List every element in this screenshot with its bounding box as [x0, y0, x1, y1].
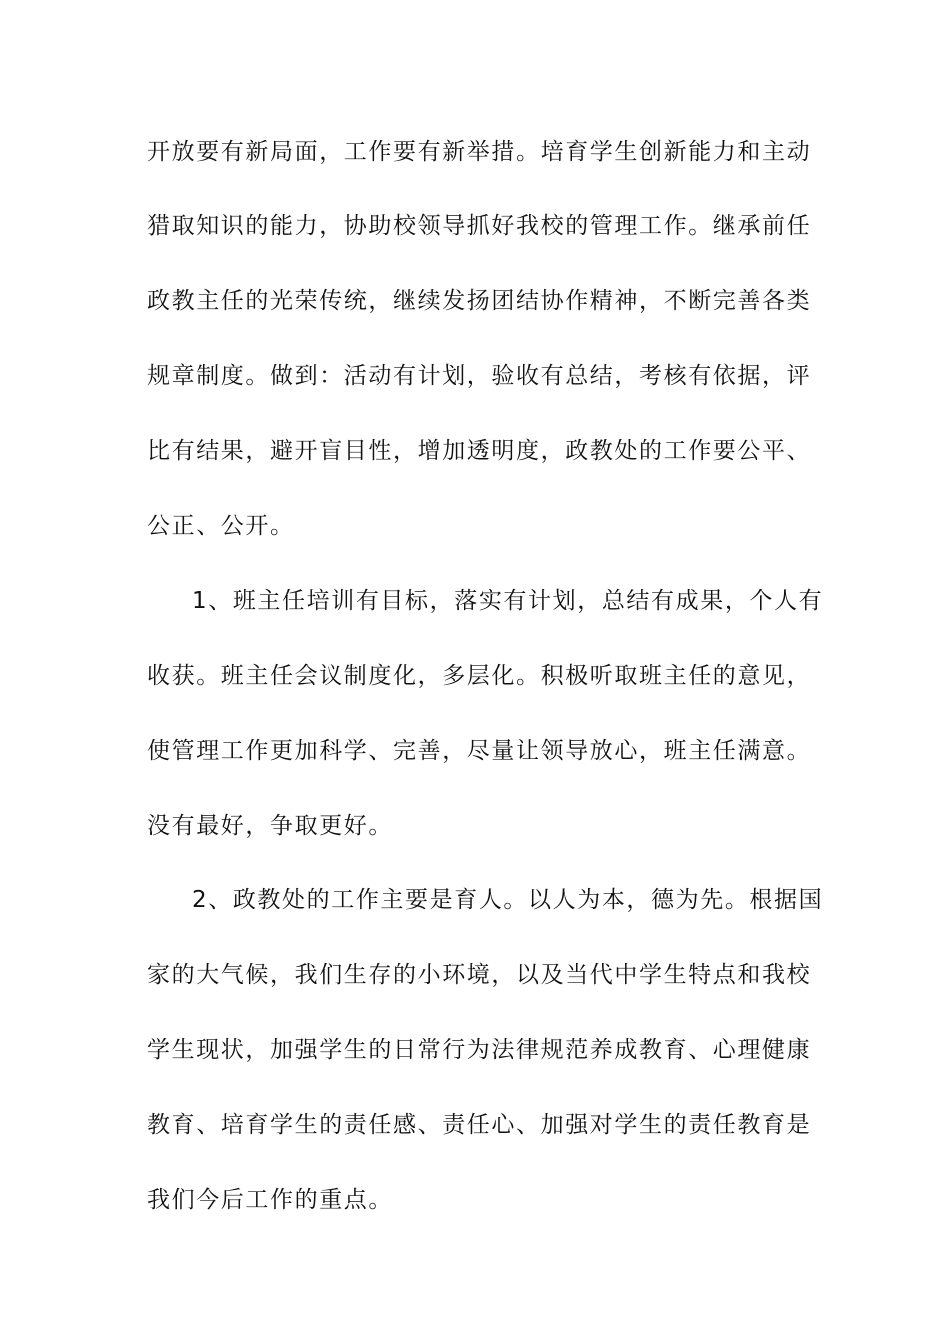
text-line: 猎取知识的能力，协助校领导抓好我校的管理工作。继承前任	[147, 213, 812, 239]
text-line: 我们今后工作的重点。	[147, 1187, 393, 1213]
text-line: 收获。班主任会议制度化，多层化。积极听取班主任的意见，	[147, 663, 812, 689]
text-line: 2、政教处的工作主要是育人。以人为本，德为先。根据国	[192, 887, 824, 913]
text-line: 家的大气候，我们生存的小环境，以及当代中学生特点和我校	[147, 962, 812, 988]
text-line: 政教主任的光荣传统，继续发扬团结协作精神，不断完善各类	[147, 288, 812, 314]
text-line: 学生现状，加强学生的日常行为法律规范养成教育、心理健康	[147, 1037, 812, 1063]
text-line: 开放要有新局面，工作要有新举措。培育学生创新能力和主动	[147, 139, 812, 165]
text-line: 没有最好，争取更好。	[147, 813, 393, 839]
text-line: 比有结果，避开盲目性，增加透明度，政教处的工作要公平、	[147, 438, 812, 464]
text-line: 规章制度。做到：活动有计划，验收有总结，考核有依据，评	[147, 363, 812, 389]
text-line: 1、班主任培训有目标，落实有计划，总结有成果，个人有	[192, 588, 824, 614]
text-line: 使管理工作更加科学、完善，尽量让领导放心，班主任满意。	[147, 738, 812, 764]
text-line: 教育、培育学生的责任感、责任心、加强对学生的责任教育是	[147, 1112, 812, 1138]
text-line: 公正、公开。	[147, 513, 295, 539]
